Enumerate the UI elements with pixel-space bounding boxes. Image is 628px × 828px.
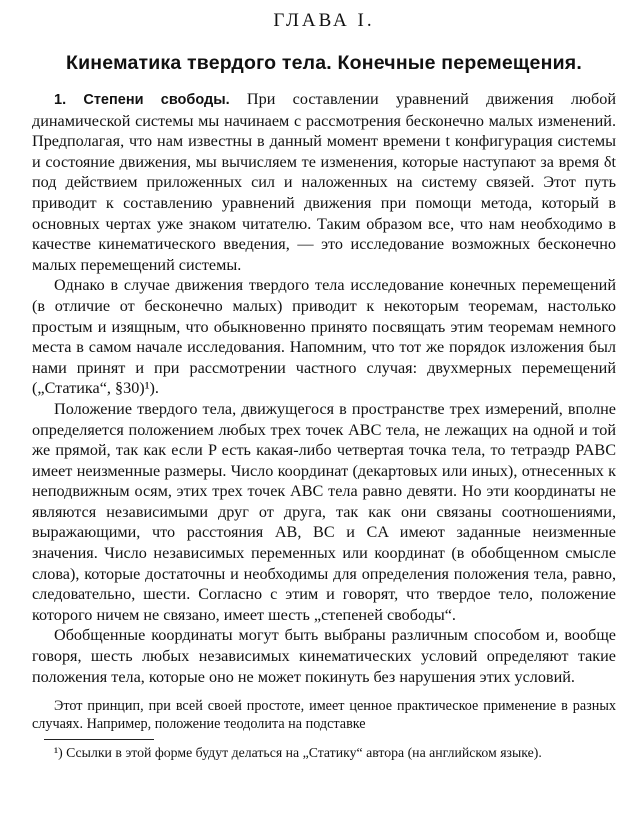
- footnote: ¹) Ссылки в этой форме будут делаться на „Статику“ автора (на английском языке).: [54, 745, 542, 761]
- chapter-heading: ГЛАВА I.: [273, 10, 375, 31]
- paragraph-4: Обобщенные координаты могут быть выбраны различным способом и, вообще говоря, шесть любых независимых кинематических условий определяют такие положения тела, которые оно не может покинуть без нарушения этих условий.: [32, 626, 616, 686]
- paragraph-1: [32, 89, 616, 275]
- paragraph-5-small-print: Этот принцип, при всей своей простоте, имеет ценное практическое применение в разных случаях. Например, положение теодолита на подставке: [32, 698, 616, 733]
- footnote-divider: [44, 739, 154, 740]
- paragraph-1-text: При составлении уравнений движения любой динамической системы мы начинаем с рассмотрения бесконечно малых изменений. Предполагая, что нам известны в данный момент времени t конфигурация системы и состояние движения, мы вычисляем те изменения, которые наступают за время δt под действием приложенных сил и наложенных на систему связей. Этот путь приводит к составлению уравнений движения при помощи метода, который в основных чертах уже знаком читателю. Таким образом все, что нам необходимо в качестве кинематического введения, — это исследование возможных бесконечно малых перемещений системы.: [32, 90, 616, 274]
- paragraph-3: Положение твердого тела, движущегося в пространстве трех измерений, вполне определяется положением любых трех точек ABC тела, не лежащих на одной и той же прямой, так как если P есть какая-либо четвертая точка тела, то тетраэдр PABC имеет неизменные размеры. Число координат (декартовых или иных), отнесенных к неподвижным осям, этих трех точек ABC тела равно девяти. Но эти координаты не являются независимыми друг от друга, так как они связаны соотношениями, выражающими, что расстояния AB, BC и CA имеют заданные неизменные значения. Число независимых переменных или координат (в обобщенном смысле слова), которые достаточны и необходимы для определения положения тела, равно, следовательно, шести. Согласно с этим и говорят, что твердое тело, положение которого ничем не связано, имеет шесть „степеней свободы“.: [32, 399, 616, 624]
- paragraph-2: Однако в случае движения твердого тела исследование конечных перемещений (в отличие от бесконечно малых) приводит к некоторым теоремам, настолько простым и изящным, что обыкновенно принято посвящать этим теоремам немного места в самом начале исследования. Напомним, что тот же порядок изложения был нами принят и при рассмотрении частного случая: двухмерных перемещений („Статика“, §30)¹).: [32, 276, 616, 398]
- chapter-title: Кинематика твердого тела. Конечные перемещения.: [66, 52, 582, 74]
- section-heading: 1. Степени свободы.: [54, 92, 230, 108]
